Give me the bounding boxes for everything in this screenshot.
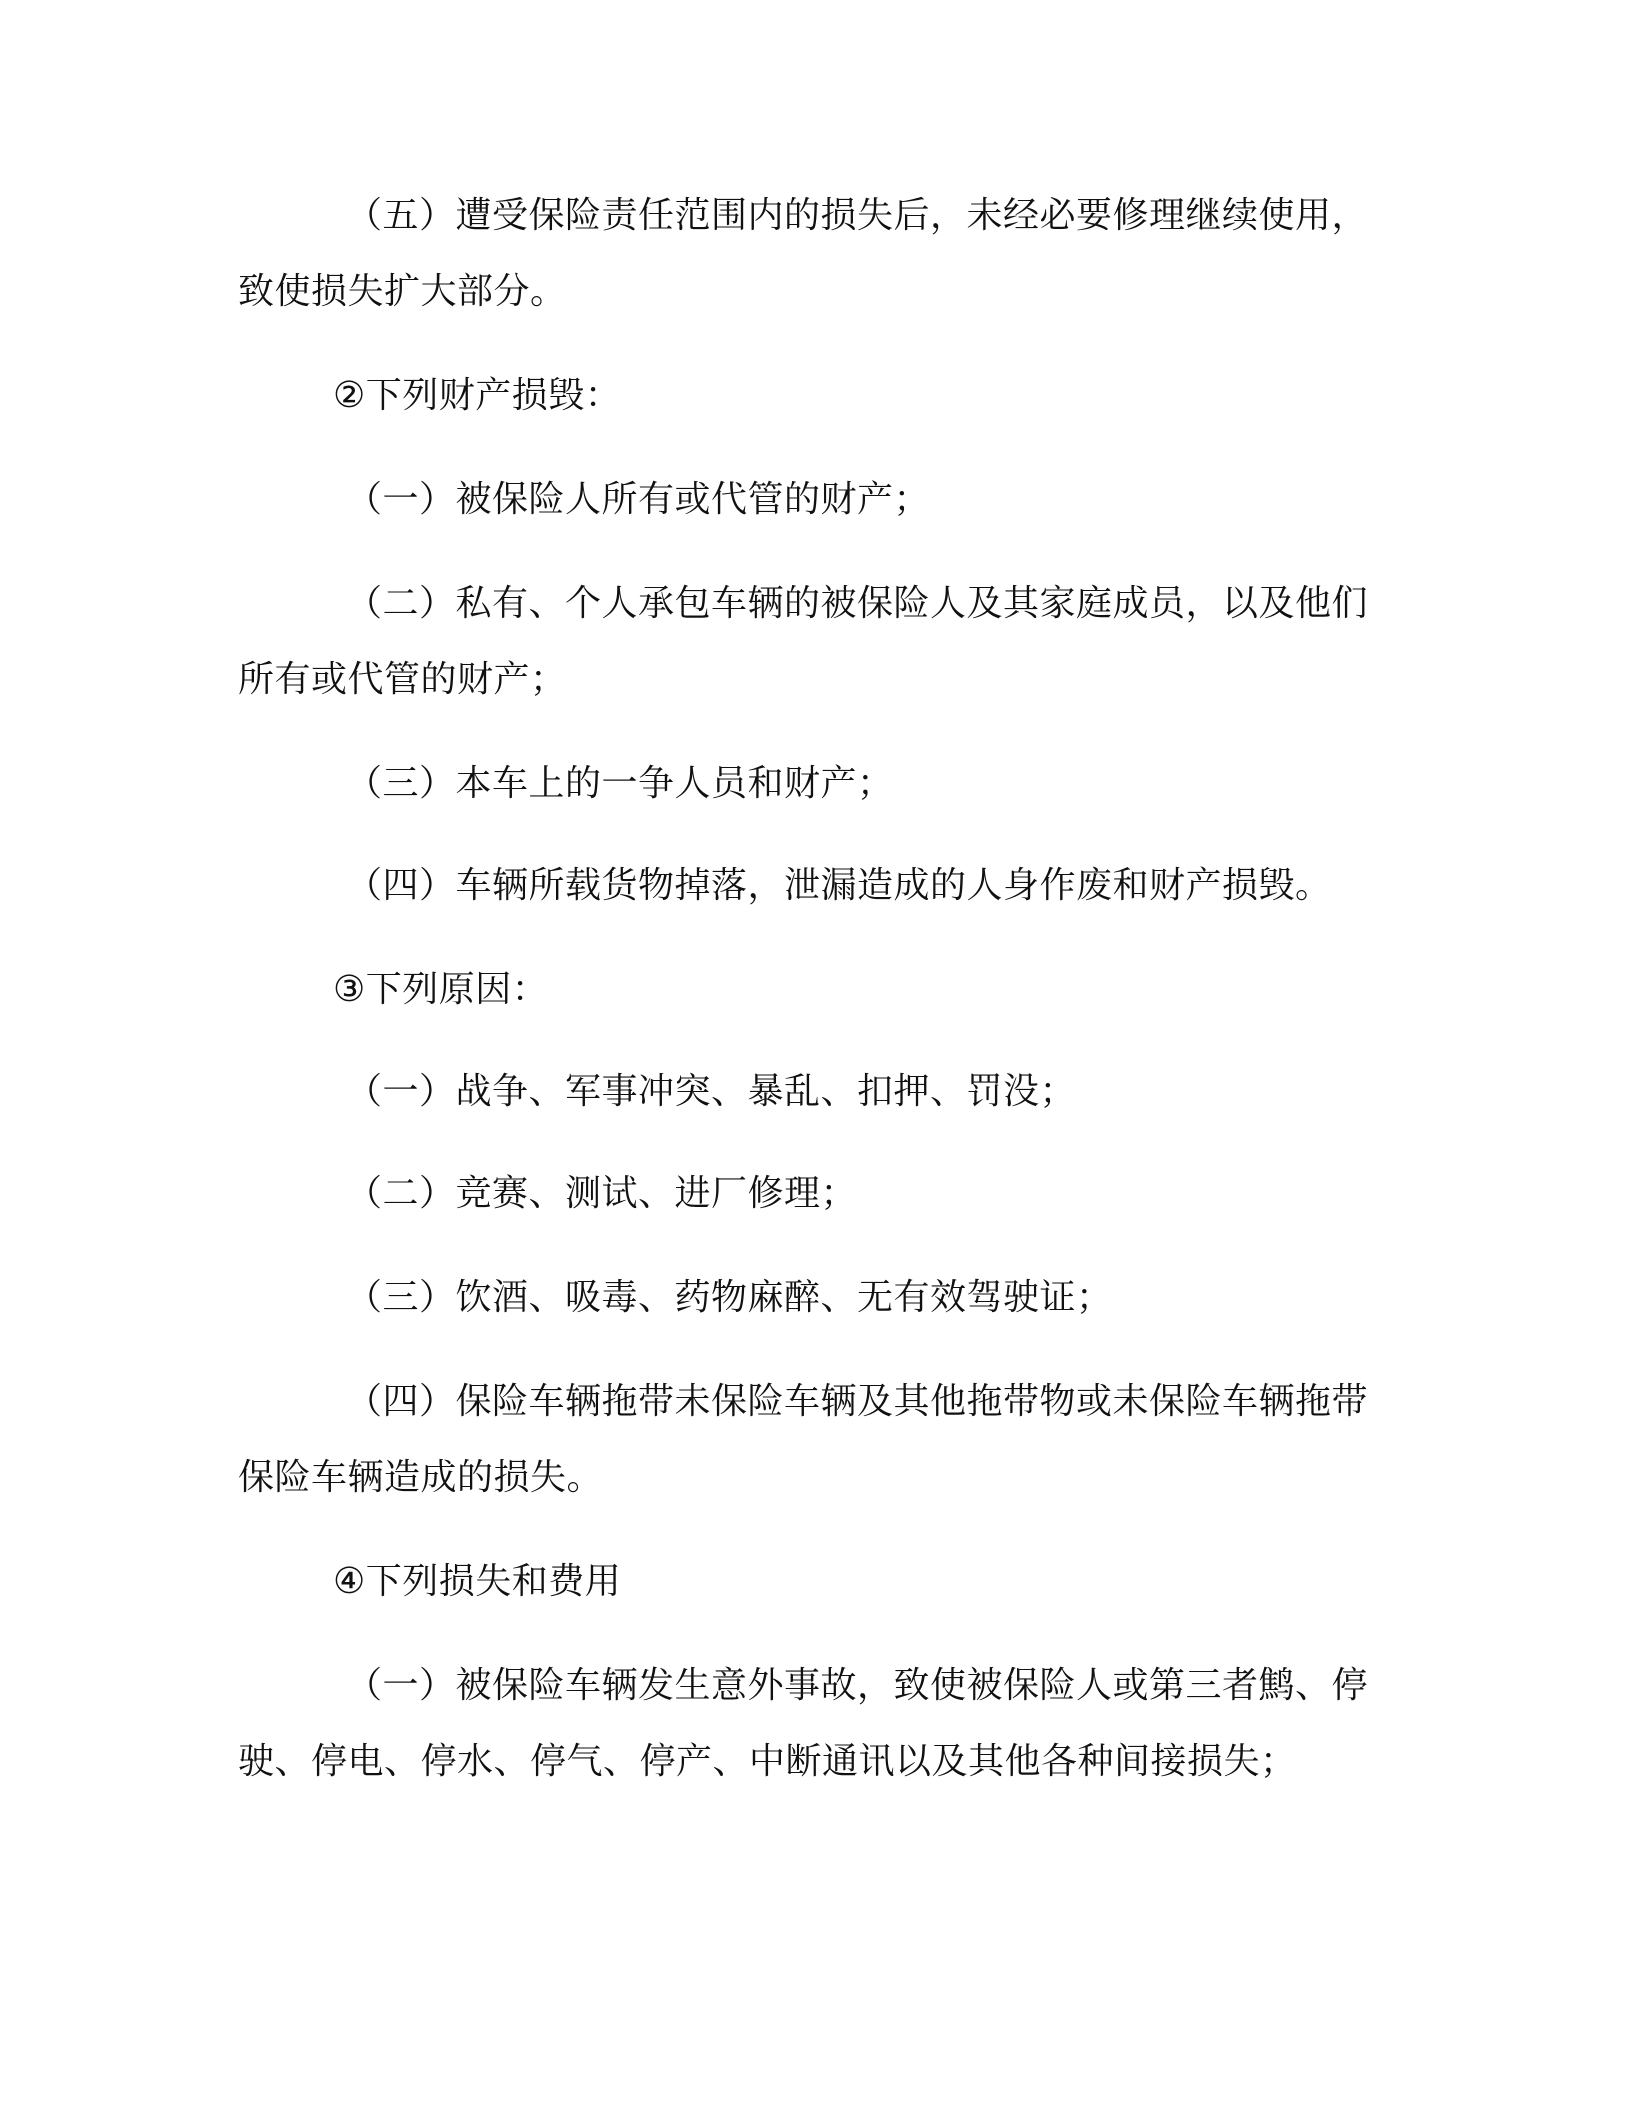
paragraph-loss-1: （一）被保险车辆发生意外事故，致使被保险人或第三者鹪、停驶、停电、停水、停气、停产、中断通讯以及其他各种间接损失； <box>238 1665 1369 1782</box>
paragraph-cause-3: （三）饮酒、吸毒、药物麻醉、无有效驾驶证； <box>346 1277 1113 1318</box>
paragraph-property-1: （一）被保险人所有或代管的财产； <box>346 479 931 520</box>
heading-property-damage: ②下列财产损毁： <box>333 375 622 416</box>
paragraph-property-4: （四）车辆所载货物掉落，泄漏造成的人身作废和财产损毁。 <box>346 865 1332 906</box>
heading-losses-expenses: ④下列损失和费用 <box>333 1561 622 1602</box>
paragraph-property-3: （三）本车上的一争人员和财产； <box>346 763 894 804</box>
heading-causes: ③下列原因： <box>333 969 549 1010</box>
paragraph-cause-1: （一）战争、军事冲突、暴乱、扣押、罚没； <box>346 1071 1077 1112</box>
paragraph-cause-4: （四）保险车辆拖带未保险车辆及其他拖带物或未保险车辆拖带保险车辆造成的损失。 <box>238 1381 1369 1498</box>
paragraph-cause-2: （二）竞赛、测试、进厂修理； <box>346 1173 858 1214</box>
paragraph-item-5: （五）遭受保险责任范围内的损失后，未经必要修理继续使用，致使损失扩大部分。 <box>238 195 1369 312</box>
paragraph-property-2: （二）私有、个人承包车辆的被保险人及其家庭成员，以及他们所有或代管的财产； <box>238 583 1369 700</box>
